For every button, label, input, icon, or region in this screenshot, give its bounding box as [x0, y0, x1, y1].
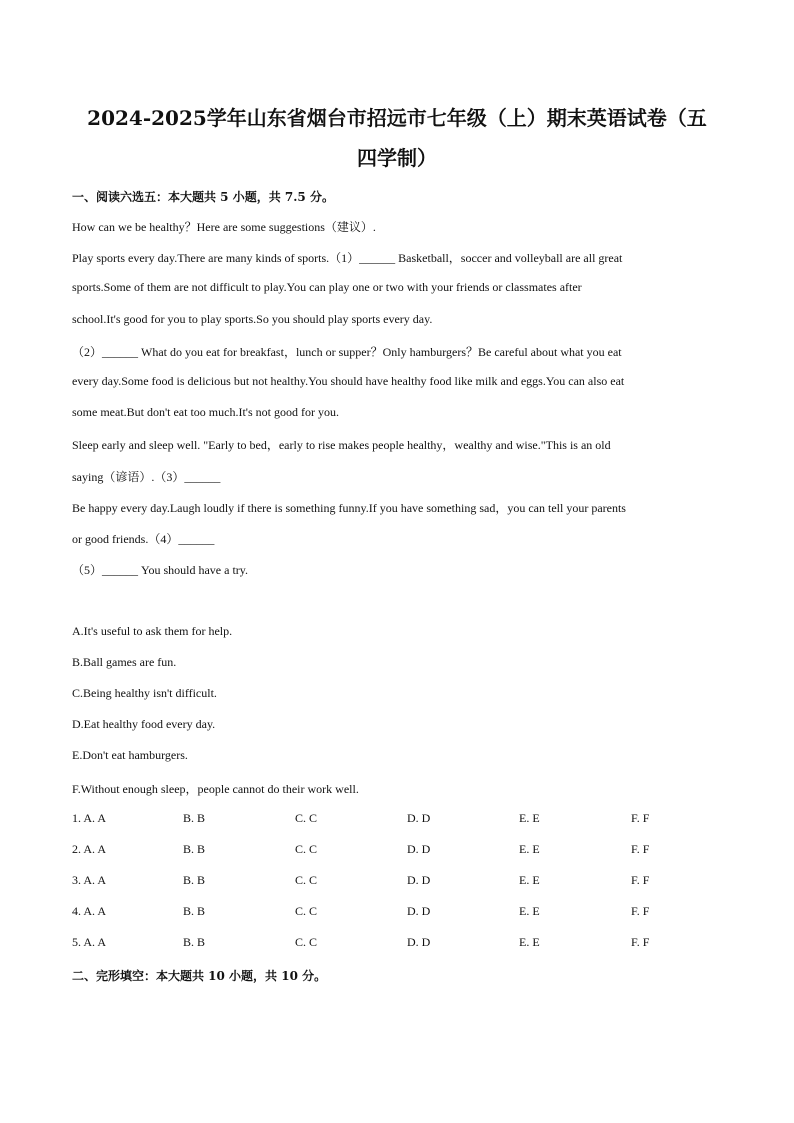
answer-choice-a[interactable]: 1. A. A	[72, 811, 107, 825]
passage-line: （2）______ What do you eat for breakfast，lunch or supper？Only hamburgers？Be careful about what you eat	[72, 345, 622, 359]
answer-row-2	[72, 842, 732, 860]
answer-choice-f[interactable]: F. F	[631, 935, 650, 949]
answer-choice-b[interactable]: B. B	[183, 873, 206, 887]
answer-choice-e[interactable]: E. E	[519, 842, 540, 856]
option-c: C.Being healthy isn't difficult.	[72, 686, 217, 700]
passage-line: some meat.But don't eat too much.It's not good for you.	[72, 405, 339, 419]
answer-row-3	[72, 873, 732, 891]
answer-choice-f[interactable]: F. F	[631, 904, 650, 918]
answer-choice-e[interactable]: E. E	[519, 811, 540, 825]
exam-title-line1: 2024-2025学年山东省烟台市招远市七年级（上）期末英语试卷（五	[87, 106, 707, 130]
answer-row-1	[72, 811, 732, 829]
passage-line: Sleep early and sleep well. "Early to bed，early to rise makes people healthy，wealthy and wise."This is an old	[72, 438, 611, 452]
passage-line: or good friends.（4）______	[72, 532, 215, 546]
passage-line: sports.Some of them are not difficult to play.You can play one or two with your friends or classmates after	[72, 280, 582, 294]
answer-choice-c[interactable]: C. C	[295, 873, 318, 887]
answer-choice-f[interactable]: F. F	[631, 842, 650, 856]
answer-choice-c[interactable]: C. C	[295, 935, 318, 949]
answer-choice-e[interactable]: E. E	[519, 935, 540, 949]
passage-line: school.It's good for you to play sports.So you should play sports every day.	[72, 312, 433, 326]
option-d: D.Eat healthy food every day.	[72, 717, 216, 731]
answer-choice-e[interactable]: E. E	[519, 904, 540, 918]
passage-line: How can we be healthy？Here are some suggestions（建议）.	[72, 220, 376, 234]
answer-choice-f[interactable]: F. F	[631, 811, 650, 825]
answer-choice-c[interactable]: C. C	[295, 811, 318, 825]
option-b: B.Ball games are fun.	[72, 655, 177, 669]
section-heading-reading: 一、阅读六选五：本大题共 5 小题，共 7.5 分。	[72, 190, 334, 204]
answer-choice-d[interactable]: D. D	[407, 842, 431, 856]
answer-choice-d[interactable]: D. D	[407, 873, 431, 887]
answer-choice-e[interactable]: E. E	[519, 873, 540, 887]
answer-choice-b[interactable]: B. B	[183, 935, 206, 949]
passage-line: saying（谚语）.（3）______	[72, 470, 221, 484]
answer-choice-b[interactable]: B. B	[183, 811, 206, 825]
answer-choice-c[interactable]: C. C	[295, 842, 318, 856]
answer-choice-d[interactable]: D. D	[407, 904, 431, 918]
option-a: A.It's useful to ask them for help.	[72, 624, 233, 638]
passage-line: （5）______ You should have a try.	[72, 563, 248, 577]
answer-choice-c[interactable]: C. C	[295, 904, 318, 918]
answer-choice-d[interactable]: D. D	[407, 935, 431, 949]
answer-choice-f[interactable]: F. F	[631, 873, 650, 887]
passage-line: every day.Some food is delicious but not healthy.You should have healthy food like milk and eggs.You can also eat	[72, 374, 625, 388]
answer-choice-b[interactable]: B. B	[183, 904, 206, 918]
option-e: E.Don't eat hamburgers.	[72, 748, 188, 762]
section-heading-cloze: 二、完形填空：本大题共 10 小题，共 10 分。	[72, 969, 327, 983]
answer-choice-b[interactable]: B. B	[183, 842, 206, 856]
answer-choice-a[interactable]: 3. A. A	[72, 873, 107, 887]
answer-choice-a[interactable]: 5. A. A	[72, 935, 107, 949]
passage-line: Be happy every day.Laugh loudly if there is something funny.If you have something sad，you can tell your parents	[72, 501, 626, 515]
answer-row-4	[72, 904, 732, 922]
answer-choice-d[interactable]: D. D	[407, 811, 431, 825]
passage-line: Play sports every day.There are many kinds of sports.（1）______ Basketball，soccer and volleyball are all great	[72, 251, 623, 265]
option-f: F.Without enough sleep，people cannot do their work well.	[72, 782, 359, 796]
answer-choice-a[interactable]: 2. A. A	[72, 842, 107, 856]
answer-row-5	[72, 935, 732, 953]
answer-choice-a[interactable]: 4. A. A	[72, 904, 107, 918]
exam-title-line2: 四学制）	[357, 146, 437, 170]
